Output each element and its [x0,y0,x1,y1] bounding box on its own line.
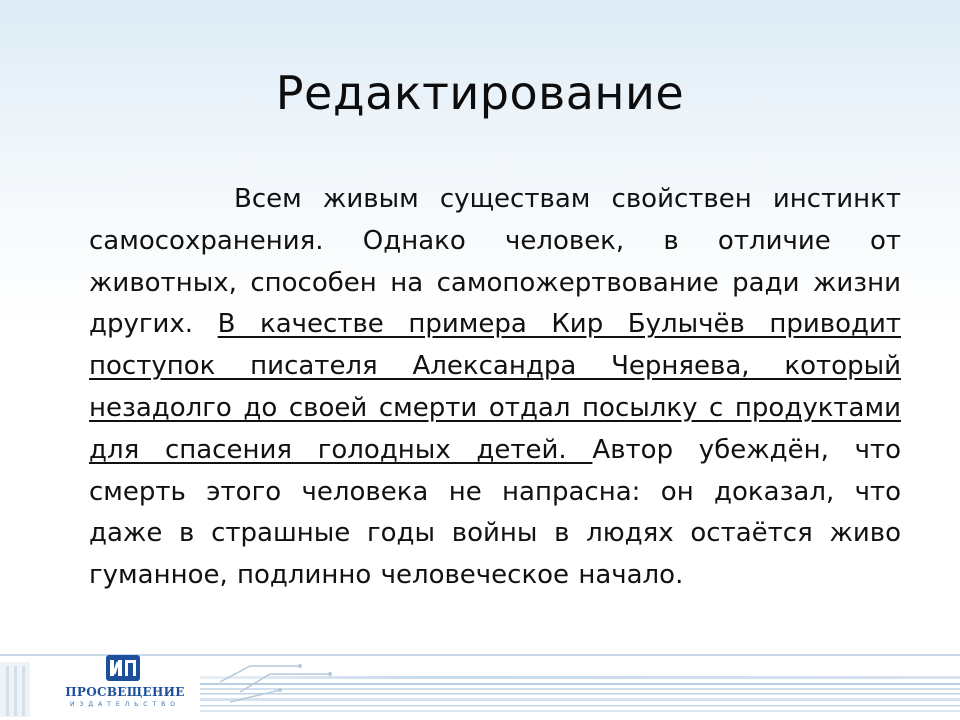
slide-title: Редактирование [275,66,685,120]
publisher-logo [40,655,200,715]
body-text-part-1: Всем живым существам свойствен инстинкт самосохранения. Однако человек, в отличие от животных, способен на самопожертвование ради жизни других. [89,184,901,340]
publisher-name: ПРОСВЕЩЕНИЕ [65,685,185,699]
publisher-monogram-icon [106,655,140,681]
body-text-part-3: Автор убеждён, что смерть этого человека не напрасна: он доказал, что даже в страшные годы войны в людях остаётся живо гуманное, подлинно человеческое начало. [89,434,902,591]
publisher-subtitle: ИЗДАТЕЛЬСТВО [70,701,180,708]
body-text-underlined-example: В качестве примера Кир Булычёв приводит поступок писателя Александра Черняева, который незадолго до своей смерти отдал посылку с продуктами для спасения голодных детей. [89,309,901,465]
slide-body-text [89,179,901,597]
